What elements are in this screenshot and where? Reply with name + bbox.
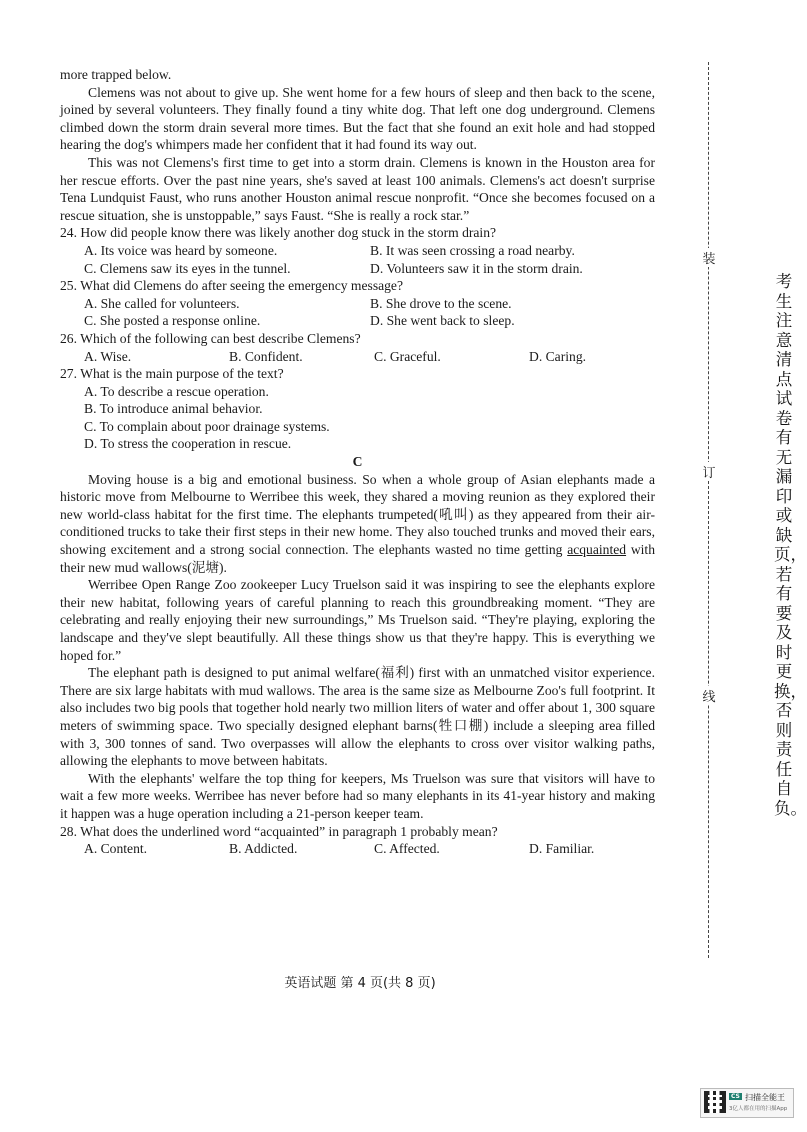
option-b[interactable]: B. Addicted. — [229, 841, 298, 857]
binding-mark-xian: 线 — [698, 686, 720, 705]
option-a[interactable]: A. Its voice was heard by someone. — [84, 242, 278, 258]
option-a[interactable]: A. She called for volunteers. — [84, 295, 240, 311]
passage-b-paragraph: This was not Clemens's first time to get into a storm drain. Clemens is known in the Houston area for her rescue efforts. Over the past nine years, she's saved at least 100 animals. Clemens's act doesn't surprise Tena Lundquist Faust, who runs another Houston animal rescue nonprofit. “Once she becomes focused on a rescue situation, she is unstoppable,” says Faust. “She is really a rock star.” — [60, 154, 655, 223]
passage-b-tail: more trapped below. — [60, 67, 172, 82]
paragraph-text: Moving house is a big and emotional business. So when a whole group of Asian elephants made a historic move from Melbourne to Werribee this week, they shared a moving reunion as they explored their new world-class habitat for the first time. The elephants trumpeted(吼叫) as they appeared from their air-conditioned trucks to take their first steps in their new home. They also touched trunks and moved their ears, showing excitement and a strong social connection. The elephants wasted no time getting — [60, 471, 655, 558]
passage-c-paragraph-1 — [60, 471, 655, 577]
question-stem: 25. What did Clemens do after seeing the emergency message? — [60, 278, 404, 294]
question-stem: 27. What is the main purpose of the text? — [60, 366, 284, 382]
page-footer: 英语试题 第 4 页(共 8 页) — [284, 976, 436, 991]
option-b[interactable]: B. Confident. — [229, 348, 303, 364]
option-b[interactable]: B. It was seen crossing a road nearby. — [370, 242, 575, 258]
option-d[interactable]: D. Familiar. — [529, 841, 595, 857]
question-stem: 26. Which of the following can best describe Clemens? — [60, 330, 361, 346]
question-24 — [60, 224, 655, 277]
question-options — [60, 295, 655, 330]
question-28 — [60, 823, 655, 858]
section-heading: C — [352, 454, 363, 470]
option-c[interactable]: C. Clemens saw its eyes in the tunnel. — [84, 260, 291, 276]
binding-dashed-line — [708, 62, 709, 958]
option-c[interactable]: C. Graceful. — [374, 348, 441, 364]
option-a[interactable]: A. To describe a rescue operation. — [84, 383, 269, 399]
binding-mark-zhuang: 装 — [698, 248, 720, 267]
underlined-word: acquainted — [567, 542, 627, 558]
option-d[interactable]: D. She went back to sleep. — [370, 313, 515, 329]
option-b[interactable]: B. She drove to the scene. — [370, 295, 512, 311]
side-notice-text: 考生注意清点试卷有无漏印或缺页，若有要及时更换，否则责任自负。 — [774, 272, 807, 818]
passage-c-paragraph-3: The elephant path is designed to put animal welfare(福利) first with an unmatched visitor experience. There are six large habitats with mud wallows. The area is the same size as Melbourne Zoo's full footprint. It also includes two big pools that together hold nearly two million liters of water and offer about 1, 300 square meters of swimming space. Two specially designed elephant barns(牲口棚) include a sleeping area filled with 3, 300 tonnes of sand. Two overpasses will allow the elephants to cross over visitor walking paths, allowing the elephants to move between habitats. — [60, 665, 655, 769]
option-c[interactable]: C. She posted a response online. — [84, 313, 261, 329]
option-c[interactable]: C. Affected. — [374, 841, 440, 857]
question-options — [60, 242, 655, 277]
qr-code-icon — [704, 1091, 726, 1113]
passage-c-paragraph-2: Werribee Open Range Zoo zookeeper Lucy Truelson said it was inspiring to see the elephants explore their new habitat, following years of careful planning to reach this groundbreaking moment. “They are celebrating and really enjoying their new surroundings,” Ms Truelson said. “They're playing, exploring the landscape and they've slept beautifully. All these things show us that they're happy. This is everything we hoped for.” — [60, 577, 655, 663]
question-options — [60, 348, 655, 366]
main-text-column — [60, 66, 655, 858]
scanner-badge: CS — [731, 1093, 740, 1100]
option-a[interactable]: A. Content. — [84, 841, 148, 857]
option-d[interactable]: D. To stress the cooperation in rescue. — [84, 436, 292, 452]
question-26 — [60, 330, 655, 365]
scanner-watermark — [700, 1088, 794, 1118]
option-a[interactable]: A. Wise. — [84, 348, 132, 364]
passage-c-paragraph-4: With the elephants' welfare the top thing for keepers, Ms Truelson was sure that visitors will have to wait a few more weeks. Werribee has never before had so many elephants in its 41-year history and making it happen was a huge operation including a 21-person keeper team. — [60, 770, 655, 821]
scanner-title: 扫描全能王 — [745, 1093, 785, 1102]
option-c[interactable]: C. To complain about poor drainage systems. — [84, 418, 330, 434]
question-options — [60, 840, 655, 858]
option-d[interactable]: D. Caring. — [529, 348, 587, 364]
question-stem: 28. What does the underlined word “acquainted” in paragraph 1 probably mean? — [60, 823, 498, 839]
option-b[interactable]: B. To introduce animal behavior. — [84, 401, 263, 417]
side-notice — [774, 272, 807, 818]
scanner-subtitle: 3亿人都在用的扫描App — [729, 1106, 788, 1112]
option-d[interactable]: D. Volunteers saw it in the storm drain. — [370, 260, 583, 276]
question-stem: 24. How did people know there was likely another dog stuck in the storm drain? — [60, 225, 497, 241]
paragraph-text: with their new mud wallows(泥塘). — [60, 542, 655, 575]
question-27 — [60, 365, 655, 453]
question-25 — [60, 277, 655, 330]
passage-b-paragraph: Clemens was not about to give up. She went home for a few hours of sleep and then back to the scene, joined by several volunteers. They finally found a tiny white dog. That left one dog underground. Clemens climbed down the storm drain several more times. But the fact that she found an exit hole and had stopped hearing the dog's whimpers made her confident that it had found its way out. — [60, 84, 655, 153]
binding-mark-ding: 订 — [698, 462, 720, 481]
